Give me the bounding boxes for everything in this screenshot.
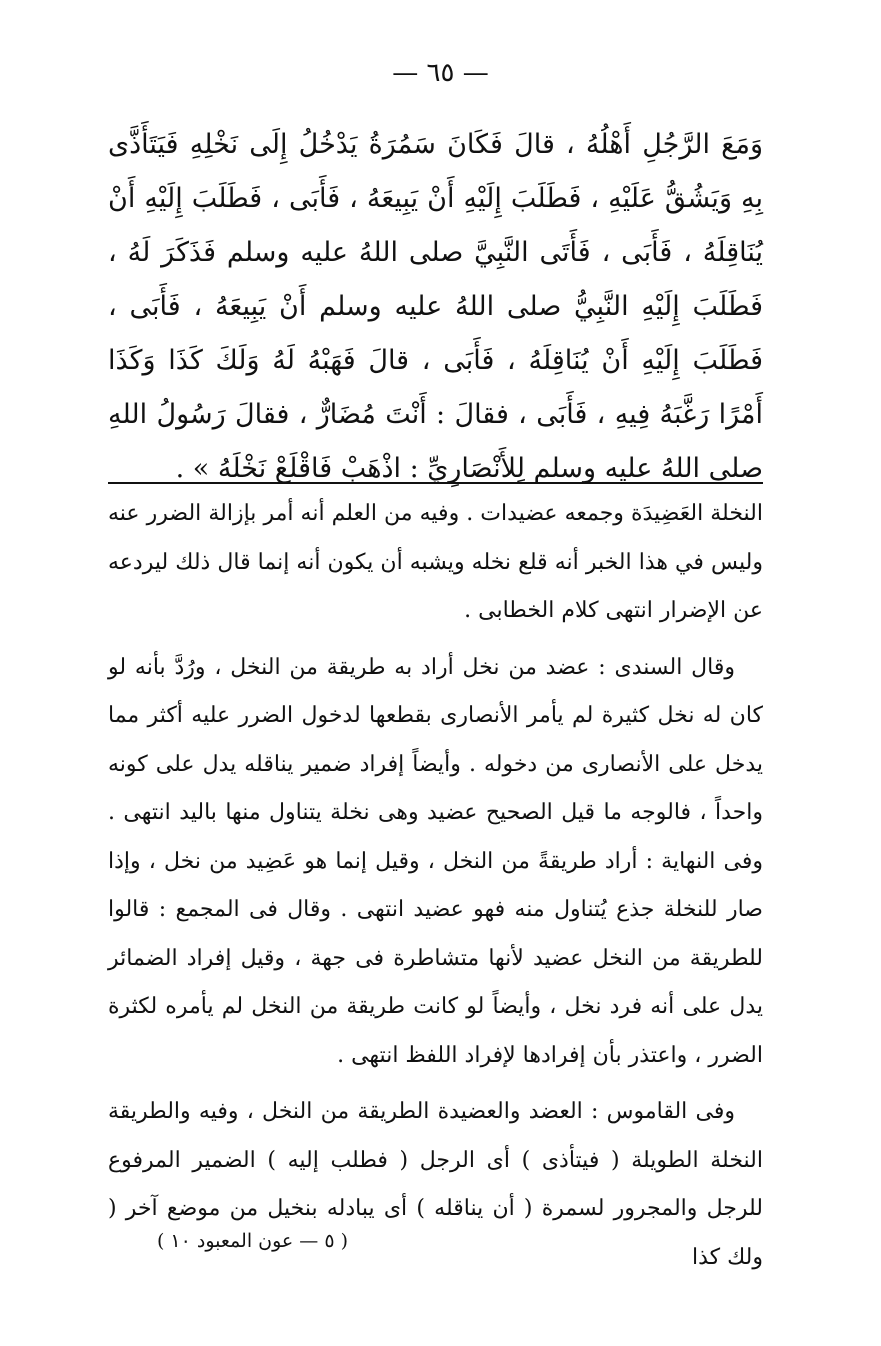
print-signature: ( ٥ — عون المعبود ١٠ ) (156, 1230, 348, 1252)
hadith-text (108, 118, 763, 496)
commentary-paragraph-1: النخلة العَضِيدَة وجمعه عضيدات . وفيه من العلم أنه أمر بإزالة الضرر عنه وليس في هذا الخبر أنه قلع نخله ويشبه أن يكون أنه إنما قال ذلك ليردعه عن الإضرار انتهى كلام الخطابى . (108, 501, 763, 623)
hadith-paragraph: وَمَعَ الرَّجُلِ أَهْلُهُ ، قالَ فَكَانَ سَمُرَةُ يَدْخُلُ إِلَى نَخْلِهِ فَيَتَأَذَّى بِهِ وَيَشُقُّ عَلَيْهِ ، فَطَلَبَ إِلَيْهِ أَنْ يَبِيعَهُ ، فَأَبَى ، فَطَلَبَ إِلَيْهِ أَنْ يُنَاقِلَهُ ، فَأَبَى ، فَأَتَى النَّبِيَّ صلى اللهُ عليه وسلم فَذَكَرَ لَهُ ، فَطَلَبَ إِلَيْهِ النَّبِيُّ صلى اللهُ عليه وسلم أَنْ يَبِيعَهُ ، فَأَبَى ، فَطَلَبَ إِلَيْهِ أَنْ يُنَاقِلَهُ ، فَأَبَى ، قالَ فَهَبْهُ لَهُ وَلَكَ كَذَا وَكَذَا أَمْرًا رَغَّبَهُ فِيهِ ، فَأَبَى ، فقالَ : أَنْتَ مُضَارٌّ ، فقالَ رَسُولُ اللهِ صلى اللهُ عليه وسلم لِلأَنْصَارِيِّ : اذْهَبْ فَاقْلَعْ نَخْلَهُ » . (108, 129, 763, 484)
commentary-paragraph-2: وقال السندى : عضد من نخل أراد به طريقة من النخل ، ورُدَّ بأنه لو كان له نخل كثيرة لم يأمر الأنصارى بقطعها لدخول الضرر عليه أكثر مما يدخل على الأنصارى من دخوله . وأيضاً إفراد ضمير يناقله يدل على كونه واحداً ، فالوجه ما قيل الصحيح عضيد وهى نخلة يتناول منها باليد انتهى . وفى النهاية : أراد طريقةً من النخل ، وقيل إنما هو عَضِيد من نخل ، وإذا صار للنخلة جذع يُتناول منه فهو عضيد انتهى . وقال فى المجمع : قالوا للطريقة من النخل عضيد لأنها متشاطرة فى جهة ، وقيل إفراد الضمائر يدل على أنه فرد نخل ، وأيضاً لو كانت طريقة من النخل لم يأمره لكثرة الضرر ، واعتذر بأن إفرادها لإفراد اللفظ انتهى . (108, 654, 763, 1068)
commentary-paragraph-3: وفى القاموس : العضد والعضيدة الطريقة من النخل ، وفيه والطريقة النخلة الطويلة ( فيتأذى ) أى الرجل ( فطلب إليه ) الضمير المرفوع للرجل والمجرور لسمرة ( أن يناقله ) أى يبادله بنخيل من موضع آخر ( ولك كذا (108, 1099, 763, 1270)
footnote-divider (108, 482, 763, 484)
commentary-notes (108, 490, 763, 1290)
page-number: — ٦٥ — (392, 58, 489, 88)
